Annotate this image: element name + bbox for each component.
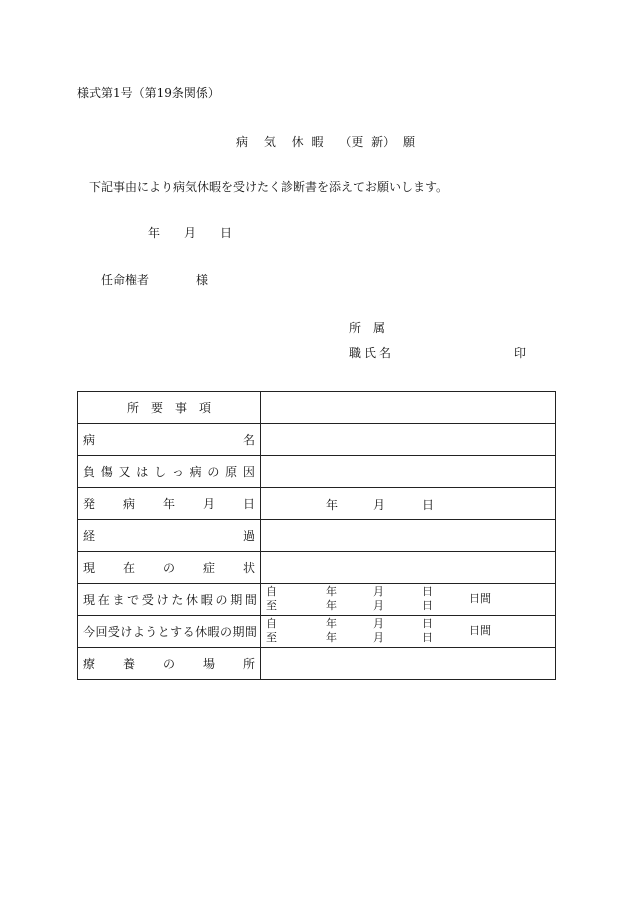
label-char: た	[171, 593, 184, 607]
label-char: 現	[83, 593, 96, 607]
label-char: 名	[242, 433, 255, 447]
title-char: 願	[402, 135, 415, 149]
requested-leave-value	[261, 616, 556, 648]
label-char: 発	[83, 497, 96, 511]
label-char: 病	[83, 433, 96, 447]
to-mark: 至	[266, 599, 277, 612]
label-char: け	[156, 593, 169, 607]
label-char: 因	[242, 465, 255, 479]
row-label-onset-date	[78, 488, 261, 520]
to-year: 年	[326, 599, 337, 612]
table-row	[78, 488, 556, 520]
addressee-label: 任命権者	[101, 273, 150, 287]
label-char: よ	[132, 625, 145, 639]
to-day: 日	[422, 599, 433, 612]
label-char: 病	[122, 497, 135, 511]
label-char: 原	[225, 465, 238, 479]
label-char: け	[120, 625, 133, 639]
table-header	[78, 392, 261, 424]
label-char: 月	[202, 497, 215, 511]
label-char: 日	[242, 497, 255, 511]
table-row	[78, 424, 556, 456]
title-char: 休	[291, 135, 304, 149]
label-char: 期	[230, 593, 243, 607]
label-char: の	[207, 465, 220, 479]
seal-mark: 印	[514, 346, 527, 360]
label-char: 休	[195, 625, 208, 639]
label-char: の	[219, 625, 232, 639]
table-header-label: 所 要 事 項	[126, 401, 211, 415]
label-char: う	[145, 625, 158, 639]
label-char: 療	[83, 657, 96, 671]
label-char: と	[157, 625, 170, 639]
label-char: し	[154, 465, 167, 479]
care-place-value	[261, 648, 556, 680]
from-month: 月	[373, 617, 384, 630]
progress-value	[261, 520, 556, 552]
onset-year: 年	[326, 498, 339, 512]
to-year: 年	[326, 631, 337, 644]
label-char: 暇	[207, 625, 220, 639]
form-number: 様式第1号（第19条関係）	[77, 86, 220, 100]
table-row	[78, 552, 556, 584]
applicant-name-label: 職氏名	[349, 346, 395, 360]
date-day: 日	[220, 226, 233, 240]
cause-value	[261, 456, 556, 488]
label-char: 場	[202, 657, 215, 671]
title-char: 暇	[311, 135, 324, 149]
label-char: 過	[242, 529, 255, 543]
table-row	[78, 616, 556, 648]
disease-value	[261, 424, 556, 456]
label-char: 病	[189, 465, 202, 479]
label-char: 受	[141, 593, 154, 607]
from-year: 年	[326, 585, 337, 598]
table-header-value	[261, 392, 556, 424]
label-char: 年	[162, 497, 175, 511]
label-char: 経	[83, 529, 96, 543]
title-char: 新）	[371, 135, 396, 149]
label-char: 現	[83, 561, 96, 575]
intro-text: 下記事由により病気休暇を受けたく診断書を添えてお願いします。	[89, 180, 449, 194]
label-char: で	[127, 593, 140, 607]
date-month: 月	[184, 226, 197, 240]
label-char: す	[170, 625, 183, 639]
row-label-requested-leave	[78, 616, 261, 648]
to-month: 月	[373, 631, 384, 644]
days-unit: 日間	[469, 592, 491, 605]
table-row	[78, 648, 556, 680]
from-year: 年	[326, 617, 337, 630]
label-char: 期	[232, 625, 245, 639]
from-day: 日	[422, 617, 433, 630]
to-month: 月	[373, 599, 384, 612]
from-mark: 自	[266, 585, 277, 598]
to-day: 日	[422, 631, 433, 644]
label-char: っ	[171, 465, 184, 479]
label-char: 養	[122, 657, 135, 671]
row-label-symptoms	[78, 552, 261, 584]
title-char: 病	[236, 135, 249, 149]
row-label-disease	[78, 424, 261, 456]
addressee-honorific: 様	[196, 273, 209, 287]
label-char: 所	[242, 657, 255, 671]
label-char: 受	[107, 625, 120, 639]
page-title	[236, 135, 417, 149]
label-char: 傷	[100, 465, 113, 479]
label-char: 休	[186, 593, 199, 607]
label-char: の	[215, 593, 228, 607]
label-char: の	[162, 657, 175, 671]
label-char: 今	[83, 625, 96, 639]
label-char: ま	[112, 593, 125, 607]
onset-month: 月	[373, 498, 386, 512]
onset-day: 日	[422, 498, 435, 512]
label-char: 在	[122, 561, 135, 575]
past-leave-value	[261, 584, 556, 616]
table-row	[78, 584, 556, 616]
label-char: る	[182, 625, 195, 639]
label-char: 在	[97, 593, 110, 607]
label-char: 回	[95, 625, 108, 639]
onset-date-value	[261, 488, 556, 520]
row-label-past-leave	[78, 584, 261, 616]
table-row	[78, 456, 556, 488]
table-row	[78, 392, 556, 424]
title-char: 気	[263, 135, 276, 149]
date-year: 年	[148, 226, 161, 240]
row-label-cause	[78, 456, 261, 488]
applicant-dept: 所 属	[349, 321, 386, 335]
label-char: 症	[202, 561, 215, 575]
from-day: 日	[422, 585, 433, 598]
label-char: 又	[118, 465, 131, 479]
label-char: 間	[244, 625, 257, 639]
application-table	[77, 391, 556, 680]
row-label-progress	[78, 520, 261, 552]
from-month: 月	[373, 585, 384, 598]
table-row	[78, 520, 556, 552]
title-char: （更	[339, 135, 364, 149]
row-label-care-place	[78, 648, 261, 680]
days-unit: 日間	[469, 624, 491, 637]
label-char: 状	[242, 561, 255, 575]
to-mark: 至	[266, 631, 277, 644]
label-char: 暇	[200, 593, 213, 607]
label-char: の	[162, 561, 175, 575]
symptoms-value	[261, 552, 556, 584]
label-char: 間	[244, 593, 257, 607]
from-mark: 自	[266, 617, 277, 630]
label-char: は	[136, 465, 149, 479]
label-char: 負	[83, 465, 96, 479]
